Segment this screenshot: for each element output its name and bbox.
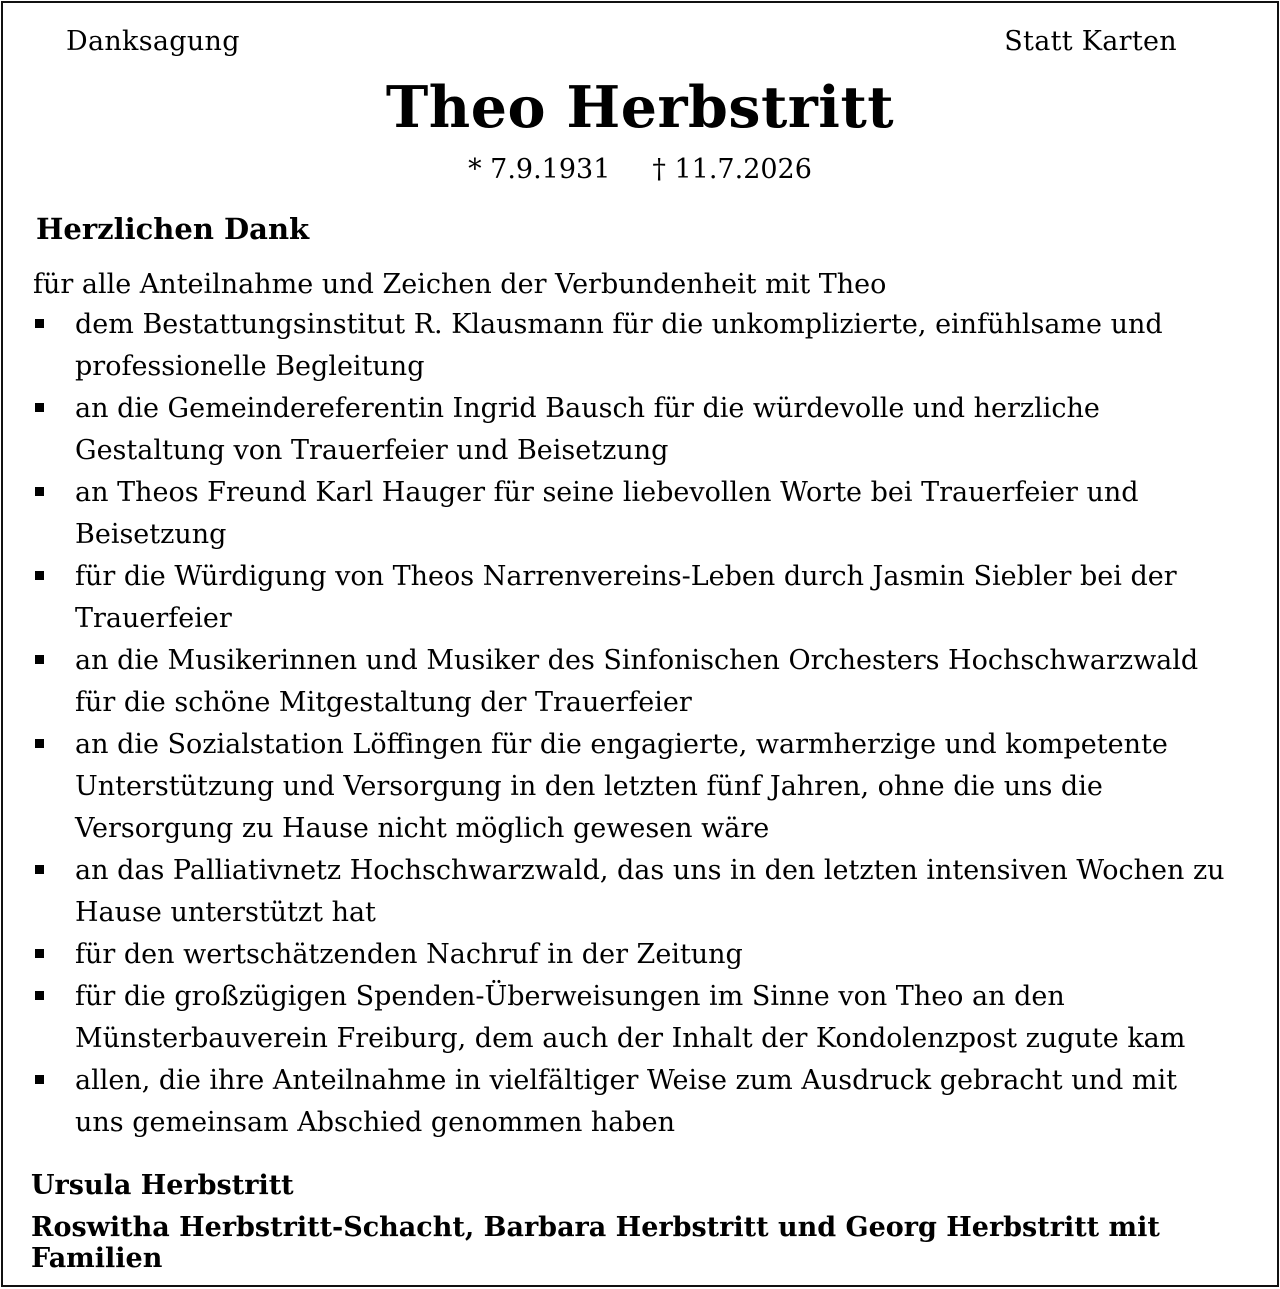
list-item-text: allen, die ihre Anteilnahme in vielfältiger Weise zum Ausdruck gebracht und mit uns gemeinsam Abschied genommen haben (75, 1065, 1177, 1138)
list-item (33, 850, 1233, 934)
header-left-label: Danksagung (66, 26, 240, 57)
life-dates (0, 154, 1280, 185)
list-item (33, 472, 1233, 556)
thanks-heading: Herzlichen Dank (36, 212, 310, 246)
bullet-icon (35, 991, 44, 1000)
bullet-icon (35, 571, 44, 580)
signature-primary: Ursula Herbstritt (31, 1170, 294, 1201)
signature-family: Roswitha Herbstritt-Schacht, Barbara Herbstritt und Georg Herbstritt mit Familien (31, 1212, 1160, 1274)
bullet-icon (35, 739, 44, 748)
bullet-icon (35, 655, 44, 664)
deceased-name: Theo Herbstritt (385, 74, 895, 141)
thanks-intro: für alle Anteilnahme und Zeichen der Verbundenheit mit Theo (33, 269, 887, 300)
list-item (33, 1060, 1233, 1144)
bullet-icon (35, 319, 44, 328)
list-item-text: an die Musikerinnen und Musiker des Sinfonischen Orchesters Hochschwarzwald für die schöne Mitgestaltung der Trauerfeier (75, 645, 1199, 718)
list-item-text: an Theos Freund Karl Hauger für seine liebevollen Worte bei Trauerfeier und Beisetzung (75, 477, 1139, 550)
list-item-text: für die Würdigung von Theos Narrenvereins-Leben durch Jasmin Siebler bei der Trauerfeier (75, 561, 1177, 634)
list-item-text: für die großzügigen Spenden-Überweisungen im Sinne von Theo an den Münsterbauverein Freiburg, dem auch der Inhalt der Kondolenzpost zugute kam (75, 981, 1186, 1054)
list-item-text: an die Sozialstation Löffingen für die engagierte, warmherzige und kompetente Unterstützung und Versorgung in den letzten fünf Jahren, ohne die uns die Versorgung zu Hause nicht möglich gewesen wäre (75, 729, 1168, 844)
list-item (33, 556, 1233, 640)
birth-date: * 7.9.1931 (468, 154, 611, 185)
list-item (33, 304, 1233, 388)
list-item (33, 640, 1233, 724)
bullet-icon (35, 487, 44, 496)
death-date: † 11.7.2026 (652, 154, 812, 185)
header-right-label: Statt Karten (1004, 26, 1177, 57)
thanks-list (33, 304, 1233, 1144)
list-item (33, 976, 1233, 1060)
list-item-text: dem Bestattungsinstitut R. Klausmann für die unkomplizierte, einfühlsame und professionelle Begleitung (75, 309, 1163, 382)
bullet-icon (35, 949, 44, 958)
list-item-text: an die Gemeindereferentin Ingrid Bausch für die würdevolle und herzliche Gestaltung von Trauerfeier und Beisetzung (75, 393, 1100, 466)
bullet-icon (35, 1075, 44, 1084)
list-item-text: für den wertschätzenden Nachruf in der Zeitung (75, 939, 743, 970)
list-item-text: an das Palliativnetz Hochschwarzwald, das uns in den letzten intensiven Wochen zu Hause unterstützt hat (75, 855, 1225, 928)
bullet-icon (35, 403, 44, 412)
list-item (33, 388, 1233, 472)
list-item (33, 724, 1233, 850)
bullet-icon (35, 865, 44, 874)
list-item (33, 934, 1233, 976)
